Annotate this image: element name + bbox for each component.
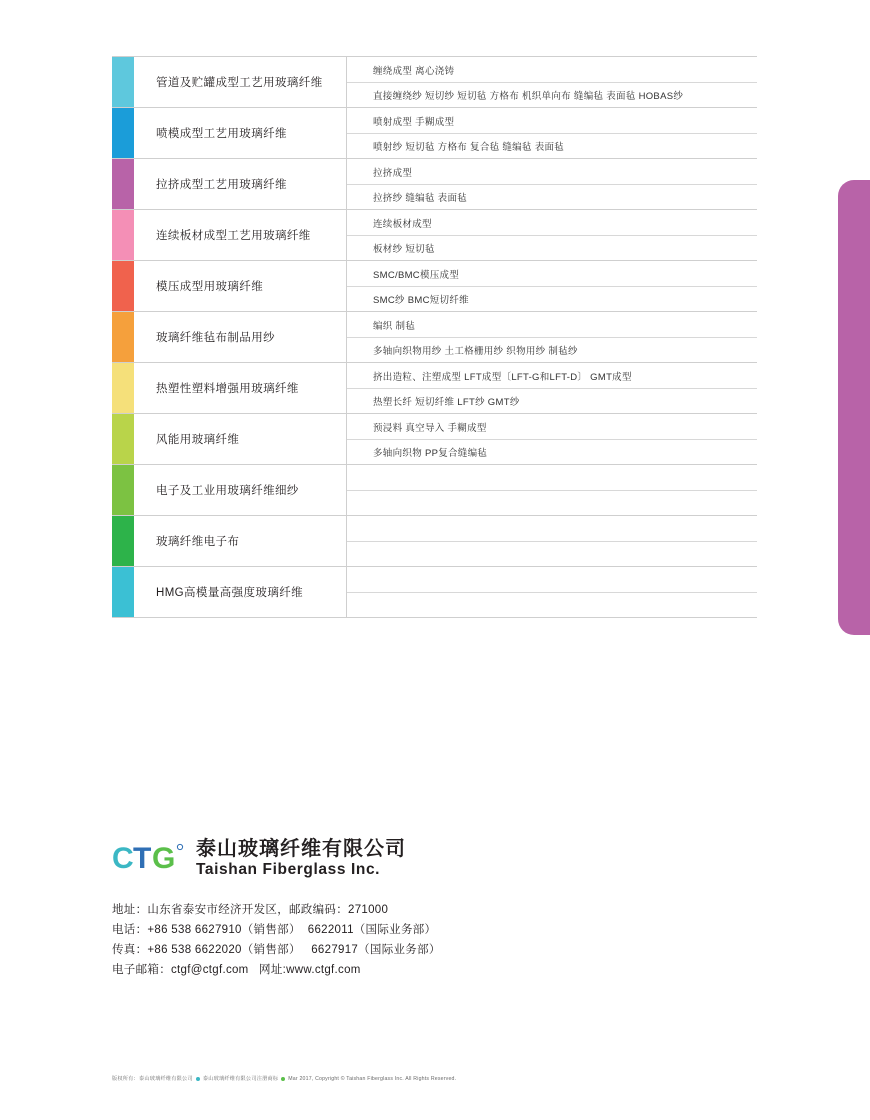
category-name: 拉挤成型工艺用玻璃纤维 [134,159,347,209]
row-color-swatch [112,57,134,107]
category-details [347,159,757,209]
category-name: 模压成型用玻璃纤维 [134,261,347,311]
category-details [347,465,757,515]
category-name: 风能用玻璃纤维 [134,414,347,464]
table-row [112,516,757,567]
category-name: 连续板材成型工艺用玻璃纤维 [134,210,347,260]
row-color-swatch [112,312,134,362]
category-details [347,567,757,617]
product-category-table [112,56,757,618]
detail-line: 热塑长纤 短切纤维 LFT纱 GMT纱 [347,388,757,413]
detail-line [347,466,757,490]
copyright-cn2: 泰山玻璃纤维有限公司注册商标 [202,1076,279,1082]
table-row [112,465,757,516]
table-row [112,363,757,414]
category-name: 管道及贮罐成型工艺用玻璃纤维 [134,57,347,107]
detail-line: 缠绕成型 离心浇铸 [373,65,455,77]
detail-line: 编织 制毡 [373,320,416,332]
svg-text:T: T [133,842,152,876]
company-name-block [196,838,406,879]
row-color-swatch [112,465,134,515]
table-row [112,567,757,618]
table-row [112,210,757,261]
detail-line: 喷射成型 手糊成型 [373,116,455,128]
category-details [347,414,757,464]
category-details [347,261,757,311]
category-details [347,210,757,260]
detail-line: 连续板材成型 [373,218,432,230]
copyright-line [112,1075,456,1082]
contact-info [112,900,441,980]
detail-line [347,490,757,514]
ctg-logo-icon [112,838,188,878]
row-color-swatch [112,414,134,464]
detail-line: 拉挤纱 缝编毡 表面毡 [347,184,757,209]
row-color-swatch [112,363,134,413]
table-row [112,108,757,159]
bullet-icon [196,1077,200,1081]
company-name-en: Taishan Fiberglass Inc. [196,861,381,878]
detail-line: SMC纱 BMC短切纤维 [347,286,757,311]
category-details [347,363,757,413]
table-row [112,414,757,465]
category-details [347,516,757,566]
copyright-en: Mar 2017, Copyright © Taishan Fiberglass Inc. All Rights Reserved. [288,1075,457,1082]
contact-phone: 电话：+86 538 6627910（销售部） 6622011（国际业务部） [112,924,437,936]
copyright-cn: 版权所有：泰山玻璃纤维有限公司 [112,1076,193,1082]
table-row [112,261,757,312]
detail-line: 预浸料 真空导入 手糊成型 [373,422,487,434]
category-details [347,312,757,362]
table-row [112,312,757,363]
contact-email-web: 电子邮箱：ctgf@ctgf.com 网址:www.ctgf.com [112,964,361,976]
row-color-swatch [112,159,134,209]
table-row [112,56,757,108]
svg-text:C: C [112,842,134,876]
detail-line: 多轴向织物 PP复合缝编毡 [347,439,757,464]
detail-line: 板材纱 短切毡 [347,235,757,260]
svg-text:G: G [152,842,176,876]
detail-line: 喷射纱 短切毡 方格布 复合毡 缝编毡 表面毡 [347,133,757,158]
contact-address: 地址：山东省泰安市经济开发区，邮政编码：271000 [112,904,389,916]
company-logo-block [112,838,406,879]
detail-line: 拉挤成型 [373,167,413,179]
category-name: 热塑性塑料增强用玻璃纤维 [134,363,347,413]
row-color-swatch [112,210,134,260]
detail-line: SMC/BMC模压成型 [373,269,460,281]
category-name: 玻璃纤维毡布制品用纱 [134,312,347,362]
contact-fax: 传真：+86 538 6622020（销售部） 6627917（国际业务部） [112,944,441,956]
row-color-swatch [112,261,134,311]
detail-line: 多轴向织物用纱 土工格栅用纱 织物用纱 制毡纱 [347,337,757,362]
row-color-swatch [112,567,134,617]
category-name: 喷模成型工艺用玻璃纤维 [134,108,347,158]
detail-line: 挤出造粒、注塑成型 LFT成型〔LFT-G和LFT-D〕 GMT成型 [373,371,632,383]
detail-line [347,568,757,592]
bullet-icon [281,1077,285,1081]
detail-line: 直接缠绕纱 短切纱 短切毡 方格布 机织单向布 缝编毡 表面毡 HOBAS纱 [347,82,757,107]
side-decor-tab [838,180,870,635]
row-color-swatch [112,108,134,158]
row-color-swatch [112,516,134,566]
table-row [112,159,757,210]
category-details [347,108,757,158]
category-name: 电子及工业用玻璃纤维细纱 [134,465,347,515]
category-name: HMG高模量高强度玻璃纤维 [134,567,347,617]
detail-line [347,541,757,565]
company-name-cn: 泰山玻璃纤维有限公司 [196,838,406,860]
detail-line [347,592,757,616]
detail-line [347,517,757,541]
category-name: 玻璃纤维电子布 [134,516,347,566]
category-details [347,57,757,107]
